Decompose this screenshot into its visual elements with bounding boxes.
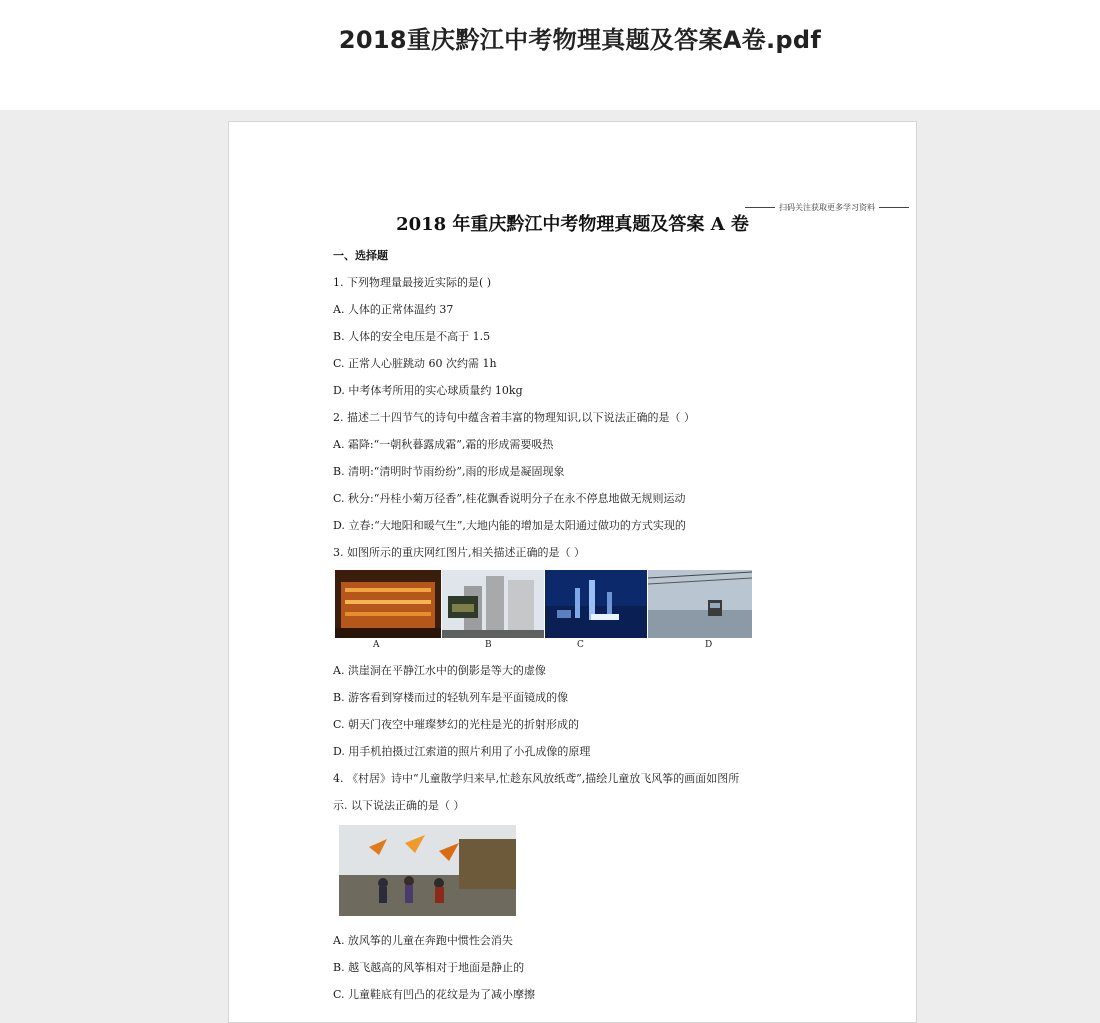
photo-c-chaotianmen-night <box>545 570 647 638</box>
question-line: 2. 描述二十四节气的诗句中蕴含着丰富的物理知识,以下说法正确的是（ ） <box>333 411 695 424</box>
question-line: 3. 如图所示的重庆网红图片,相关描述正确的是（ ） <box>333 546 585 559</box>
photo-b-light-rail <box>442 570 544 638</box>
question-line: 1. 下列物理量最接近实际的是( ) <box>333 276 492 289</box>
option-line: A. 放风筝的儿童在奔跑中惯性会消失 <box>333 934 513 947</box>
option-line: D. 中考体考所用的实心球质量约 10kg <box>333 384 523 397</box>
photo-label: D <box>705 640 713 650</box>
photo-label: A <box>373 640 380 650</box>
option-line: A. 人体的正常体温约 37 <box>333 303 454 316</box>
photo-d-cable-car <box>648 570 752 638</box>
option-line: B. 清明:“清明时节雨纷纷”,雨的形成是凝固现象 <box>333 465 565 478</box>
option-line: B. 人体的安全电压是不高于 1.5 <box>333 330 491 343</box>
option-line: B. 越飞越高的风筝相对于地面是静止的 <box>333 961 525 974</box>
photo-label: C <box>577 640 584 650</box>
option-line: A. 洪崖洞在平静江水中的倒影是等大的虚像 <box>333 664 546 677</box>
question-line: 示. 以下说法正确的是（ ） <box>333 799 465 812</box>
photo-a-hongyadong <box>335 570 441 638</box>
pdf-page <box>228 121 917 1023</box>
option-line: A. 霜降:“一朝秋暮露成霜”,霜的形成需要吸热 <box>333 438 554 451</box>
option-line: C. 秋分:“丹桂小菊万径香”,桂花飘香说明分子在永不停息地做无规则运动 <box>333 492 686 505</box>
option-line: D. 立春:“大地阳和暖气生”,大地内能的增加是太阳通过做功的方式实现的 <box>333 519 686 532</box>
divider <box>879 207 909 208</box>
watermark-text: 扫码关注获取更多学习资料 <box>779 203 875 212</box>
top-bar <box>0 0 1100 110</box>
option-line: C. 儿童鞋底有凹凸的花纹是为了减小摩擦 <box>333 988 536 1001</box>
photo-label: B <box>485 640 492 650</box>
divider <box>745 207 775 208</box>
section-heading: 一、选择题 <box>333 249 388 262</box>
option-line: D. 用手机拍摄过江索道的照片利用了小孔成像的原理 <box>333 745 591 758</box>
photo-kite-children <box>339 825 516 916</box>
option-line: C. 正常人心脏跳动 60 次约需 1h <box>333 357 497 370</box>
option-line: C. 朝天门夜空中璀璨梦幻的光柱是光的折射形成的 <box>333 718 580 731</box>
document-title: 2018重庆黔江中考物理真题及答案A卷.pdf <box>338 26 822 54</box>
paper-title: 2018 年重庆黔江中考物理真题及答案 A 卷 <box>396 214 749 235</box>
question-line: 4. 《村居》诗中“儿童散学归来早,忙趁东风放纸鸢”,描绘儿童放飞风筝的画面如图所 <box>333 772 740 785</box>
option-line: B. 游客看到穿楼而过的轻轨列车是平面镜成的像 <box>333 691 569 704</box>
